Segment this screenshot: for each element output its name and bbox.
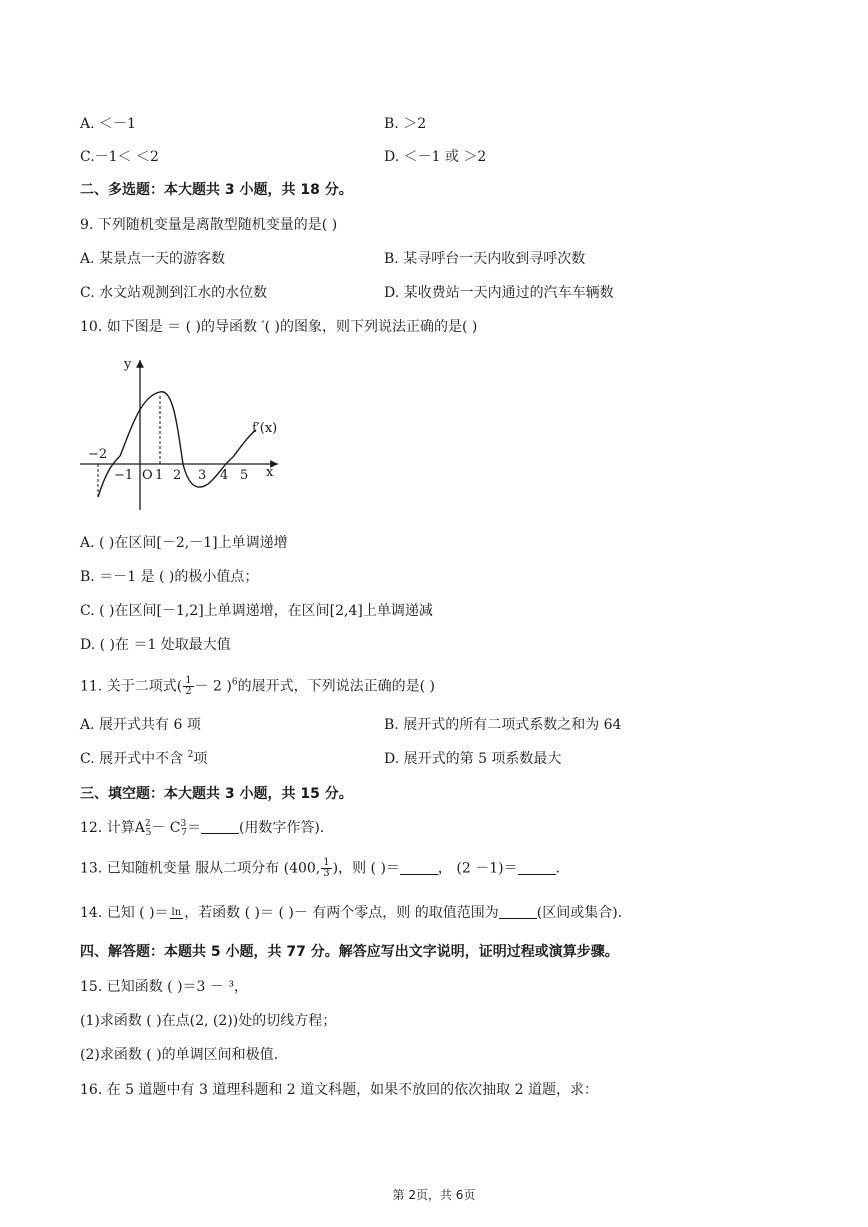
tick-5: 5 xyxy=(240,468,249,483)
answer-blank xyxy=(201,819,239,834)
tick-minus-1: −1 xyxy=(114,468,134,483)
question-11-stem: 11. 关于二项式( $\frac{1}{2}$ － 2 )$^6$的展开式，下列说法正确的是( ) xyxy=(80,675,435,697)
question-11-option-a: A. 展开式共有 6 项 xyxy=(80,717,201,733)
y-axis-label: y xyxy=(124,357,132,372)
curve-label: f′(x) xyxy=(252,421,278,436)
question-9-option-a: A. 某景点一天的游客数 xyxy=(80,251,226,267)
question-10-option-c: C. ( )在区间[－1,2]上单调递增，在区间[2,4]上单调递减 xyxy=(80,603,433,619)
question-14: 14. 已知 ( )＝ ln ，若函数 ( )＝ ( )－ 有两个零点，则 的取值范围为 (区间或集合). xyxy=(80,905,623,921)
question-9-option-d: D. 某收费站一天内通过的汽车车辆数 xyxy=(384,285,614,301)
option-a: A. ＜－1 xyxy=(80,116,136,132)
question-15-part-1: (1)求函数 ( )在点(2, (2))处的切线方程； xyxy=(80,1013,337,1029)
answer-blank xyxy=(400,860,438,875)
answer-blank xyxy=(518,860,556,875)
question-9-stem: 9. 下列随机变量是离散型随机变量的是( ) xyxy=(80,217,338,233)
x-axis-label: x xyxy=(266,465,274,480)
section-heading-fill-in: 三、填空题：本大题共 3 小题，共 15 分。 xyxy=(80,786,353,802)
option-c: C.－1＜ ＜2 xyxy=(80,149,159,165)
question-11-option-c: C. 展开式中不含 $^2$项 xyxy=(80,750,208,767)
question-9-option-c: C. 水文站观测到江水的水位数 xyxy=(80,285,268,301)
question-11-option-d: D. 展开式的第 5 项系数最大 xyxy=(384,751,562,767)
question-15-part-2: (2)求函数 ( )的单调区间和极值. xyxy=(80,1047,279,1063)
section-heading-solutions: 四、解答题：本题共 5 小题，共 77 分。解答应写出文字说明，证明过程或演算步骤。 xyxy=(80,944,619,960)
question-16-stem: 16. 在 5 道题中有 3 道理科题和 2 道文科题，如果不放回的依次抽取 2 道题，求： xyxy=(80,1082,598,1098)
question-11-option-b: B. 展开式的所有二项式系数之和为 64 xyxy=(384,717,622,733)
fraction-one-third: $\frac{1}{3}$ xyxy=(323,857,330,879)
fraction-ln: ln xyxy=(171,906,182,918)
tick-minus-2: −2 xyxy=(88,447,108,462)
question-13: 13. 已知随机变量 服从二项分布 (400, $\frac{1}{3}$ )，则 ( )＝ ， (2 －1)＝ . xyxy=(80,857,561,879)
tick-3: 3 xyxy=(198,468,207,483)
page-footer: 第 2页，共 6页 xyxy=(392,1188,476,1202)
question-12: 12. 计算$A^2_5- C^3_7=$ (用数字作答). xyxy=(80,819,325,838)
question-15-stem: 15. 已知函数 ( )＝3 － ³， xyxy=(80,979,248,995)
option-d: D. ＜－1 或 ＞2 xyxy=(384,149,487,165)
tick-1: 1 xyxy=(155,468,164,483)
question-10-option-d: D. ( )在 ＝1 处取最大值 xyxy=(80,637,231,653)
derivative-graph xyxy=(78,352,288,517)
tick-4: 4 xyxy=(220,468,229,483)
tick-origin: O xyxy=(142,468,153,483)
option-b: B. ＞2 xyxy=(384,116,427,132)
question-10-stem: 10. 如下图是 ＝ ( )的导函数 ′( )的图象，则下列说法正确的是( ) xyxy=(80,319,478,335)
section-heading-multiple-choice: 二、多选题：本大题共 3 小题，共 18 分。 xyxy=(80,182,353,198)
fraction-one-half: $\frac{1}{2}$ xyxy=(185,675,192,697)
answer-blank xyxy=(499,904,537,919)
question-10-option-b: B. ＝－1 是 ( )的极小值点； xyxy=(80,569,259,585)
tick-2: 2 xyxy=(173,468,182,483)
question-9-option-b: B. 某寻呼台一天内收到寻呼次数 xyxy=(384,251,586,267)
question-10-option-a: A. ( )在区间[－2,－1]上单调递增 xyxy=(80,535,288,551)
